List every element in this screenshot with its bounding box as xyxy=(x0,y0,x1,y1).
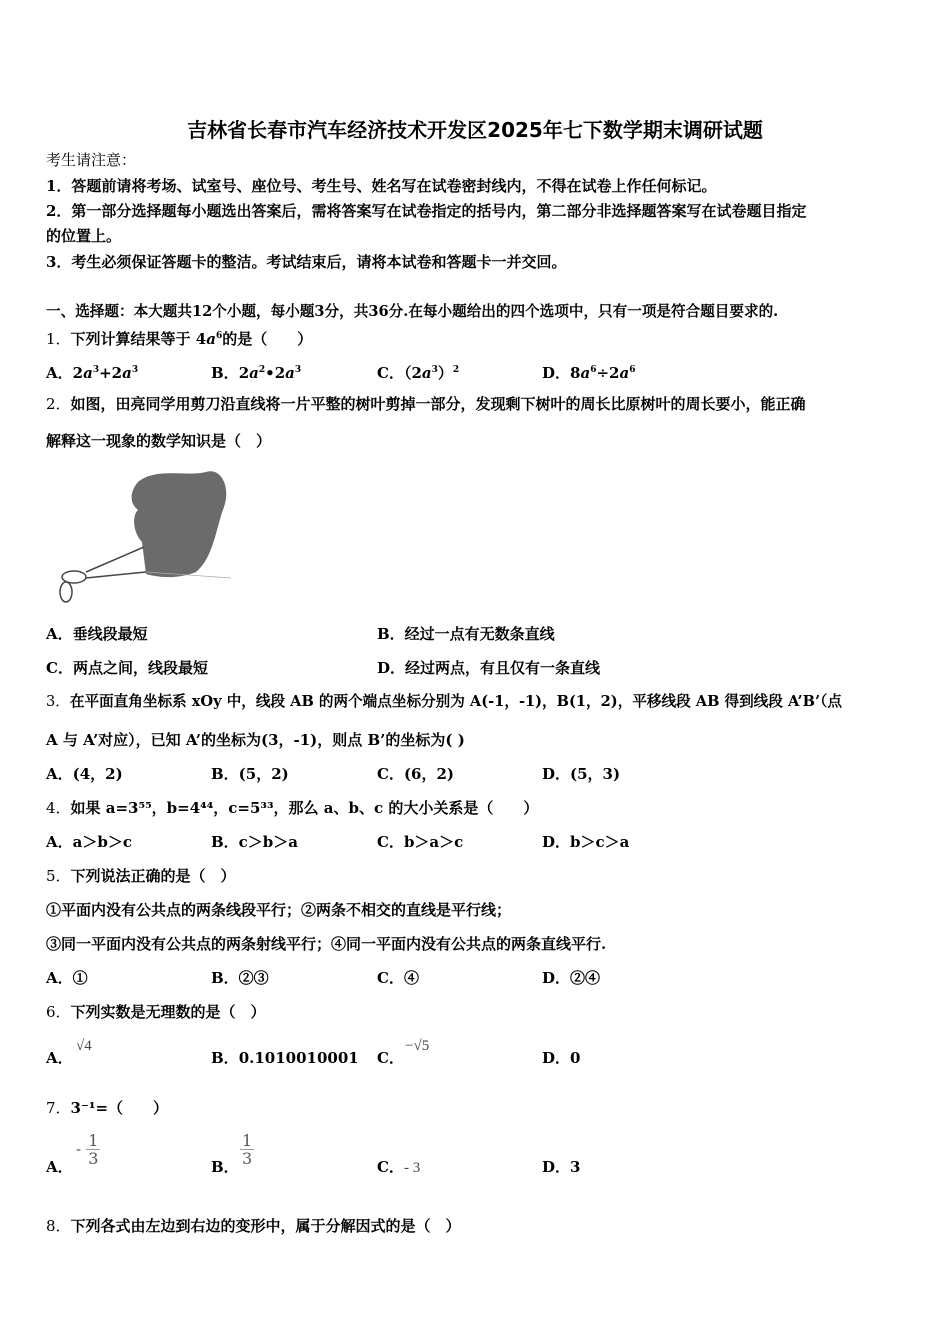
option-a-value: - $\frac{1}{3}$ xyxy=(76,1131,99,1168)
section-heading: 一、选择题：本大题共12个小题，每小题3分，共36分.在每小题给出的四个选项中，只有一项是符合题目要求的. xyxy=(46,303,779,320)
option-b: B． xyxy=(211,1158,239,1176)
option-b: B．$2a^2•2a^3$ xyxy=(211,364,302,382)
option-d: D．经过两点，有且仅有一条直线 xyxy=(377,659,601,677)
question-2-cont: 解释这一现象的数学知识是（ ） xyxy=(46,432,272,450)
option-c: C．- 3 xyxy=(377,1158,421,1176)
question-8: 8．下列各式由左边到右边的变形中，属于分解因式的是（ ） xyxy=(46,1217,461,1235)
question-text: 下列计算结果等于 4 xyxy=(70,330,207,348)
question-2: 2．如图，田亮同学用剪刀沿直线将一片平整的树叶剪掉一部分，发现剩下树叶的周长比原树叶的周长要小，能正确 xyxy=(46,395,806,413)
option-a-value: √4 xyxy=(76,1038,92,1054)
option-c: C．两点之间，线段最短 xyxy=(46,659,208,677)
option-c: C．b＞a＞c xyxy=(377,833,464,851)
question-3-cont: A 与 A’对应），已知 A’的坐标为(3，-1)，则点 B’的坐标为( ) xyxy=(46,731,465,749)
option-c: C．$(2a^3)^2$ xyxy=(377,364,460,382)
option-b: B．②③ xyxy=(211,969,269,987)
option-a: A．垂线段最短 xyxy=(46,625,148,643)
option-d: D．b＞c＞a xyxy=(542,833,630,851)
option-a: A．(4，2) xyxy=(46,765,123,783)
option-a: A．a＞b＞c xyxy=(46,833,132,851)
option-d: D．②④ xyxy=(542,969,601,987)
option-d: D．(5，3) xyxy=(542,765,621,783)
scissors-handle xyxy=(60,582,72,602)
leaf-shape xyxy=(132,471,227,577)
option-d: D．0 xyxy=(542,1049,581,1067)
statement-line: ①平面内没有公共点的两条线段平行；②两条不相交的直线是平行线； xyxy=(46,901,512,919)
option-a: A． xyxy=(46,1158,73,1176)
option-b: B．0.1010010001 xyxy=(211,1049,359,1067)
option-b: B．经过一点有无数条直线 xyxy=(377,625,555,643)
option-d: D．3 xyxy=(542,1158,581,1176)
question-7: 7．3⁻¹=（ ） xyxy=(46,1099,169,1117)
page-title: 吉林省长春市汽车经济技术开发区2025年七下数学期末调研试题 xyxy=(187,118,763,142)
option-c-value: −√5 xyxy=(405,1038,430,1054)
question-text: 的是（ ） xyxy=(222,330,313,348)
leaf-scissors-figure xyxy=(46,462,236,607)
option-a: A．$2a^3+2a^3$ xyxy=(46,364,139,382)
option-c: C．④ xyxy=(377,969,419,987)
option-a: A． xyxy=(46,1049,73,1067)
question-4: 4．如果 a=3⁵⁵，b=4⁴⁴，c=5³³，那么 a、b、c 的大小关系是（ ） xyxy=(46,799,539,817)
scissors-handle xyxy=(62,571,86,583)
option-c: C．(6，2) xyxy=(377,765,455,783)
notice-item: 3．考生必须保证答题卡的整洁。考试结束后，请将本试卷和答题卡一并交回。 xyxy=(46,253,567,271)
option-b: B．(5，2) xyxy=(211,765,289,783)
notice-item: 2．第一部分选择题每小题选出答案后，需将答案写在试卷指定的括号内，第二部分非选择题答案写在试卷题目指定 xyxy=(46,202,807,220)
question-1: 1．下列计算结果等于 $4a^6$的是（ ） xyxy=(46,330,313,348)
option-a: A．① xyxy=(46,969,88,987)
option-c: C． xyxy=(377,1049,404,1067)
question-number: 1． xyxy=(46,330,71,348)
option-b: B．c＞b＞a xyxy=(211,833,299,851)
question-3: 3．在平面直角坐标系 xOy 中，线段 AB 的两个端点坐标分别为 A(-1，-1)，B(1，2)，平移线段 AB 得到线段 A’B’（点 xyxy=(46,693,842,710)
option-b-value: $\frac{1}{3}$ xyxy=(242,1131,253,1168)
question-6: 6．下列实数是无理数的是（ ） xyxy=(46,1003,266,1021)
option-d: D．$8a^6\div 2a^6$ xyxy=(542,364,636,382)
notice-item: 的位置上。 xyxy=(46,227,122,245)
statement-line: ③同一平面内没有公共点的两条射线平行；④同一平面内没有公共点的两条直线平行. xyxy=(46,935,607,953)
notice-heading: 考生请注意： xyxy=(46,151,137,169)
notice-item: 1．答题前请将考场、试室号、座位号、考生号、姓名写在试卷密封线内，不得在试卷上作任何标记。 xyxy=(46,177,717,195)
question-5: 5．下列说法正确的是（ ） xyxy=(46,867,236,885)
